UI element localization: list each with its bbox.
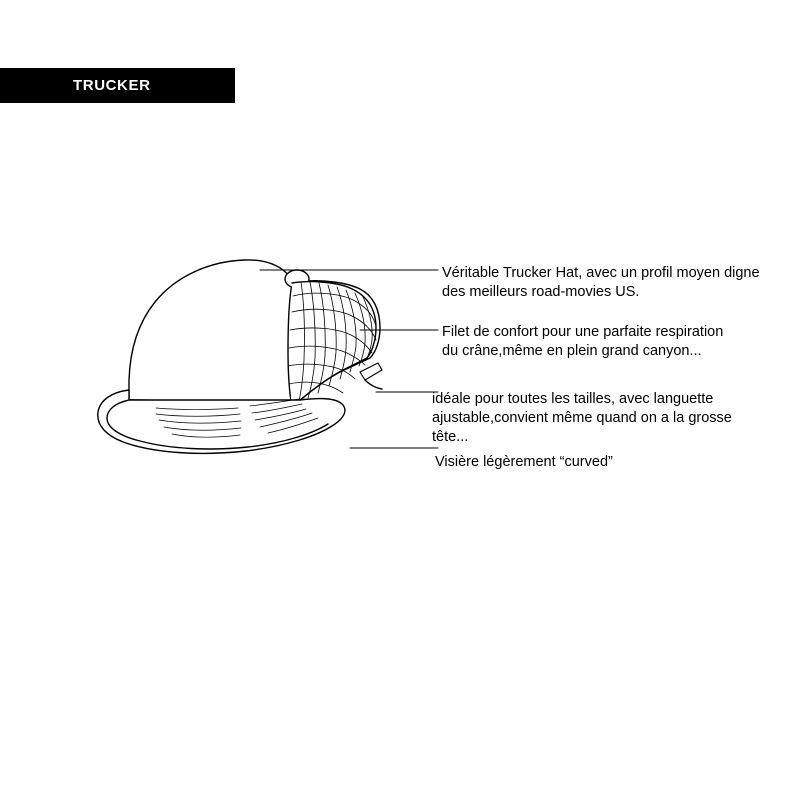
annotation-crown: Véritable Trucker Hat, avec un profil moyen digne des meilleurs road-movies US. (442, 265, 760, 300)
annotation-mesh: Filet de confort pour une parfaite respiration du crâne,même en plein grand canyon... (442, 324, 724, 359)
title-banner (0, 68, 235, 103)
page-title: TRUCKER (73, 77, 151, 94)
annotation-visor: Visière légèrement “curved” (435, 454, 613, 470)
annotation-strap: idéale pour toutes les tailles, avec languette ajustable,convient même quand on a la grosse tête... (432, 391, 732, 445)
trucker-cap-illustration (60, 240, 480, 490)
